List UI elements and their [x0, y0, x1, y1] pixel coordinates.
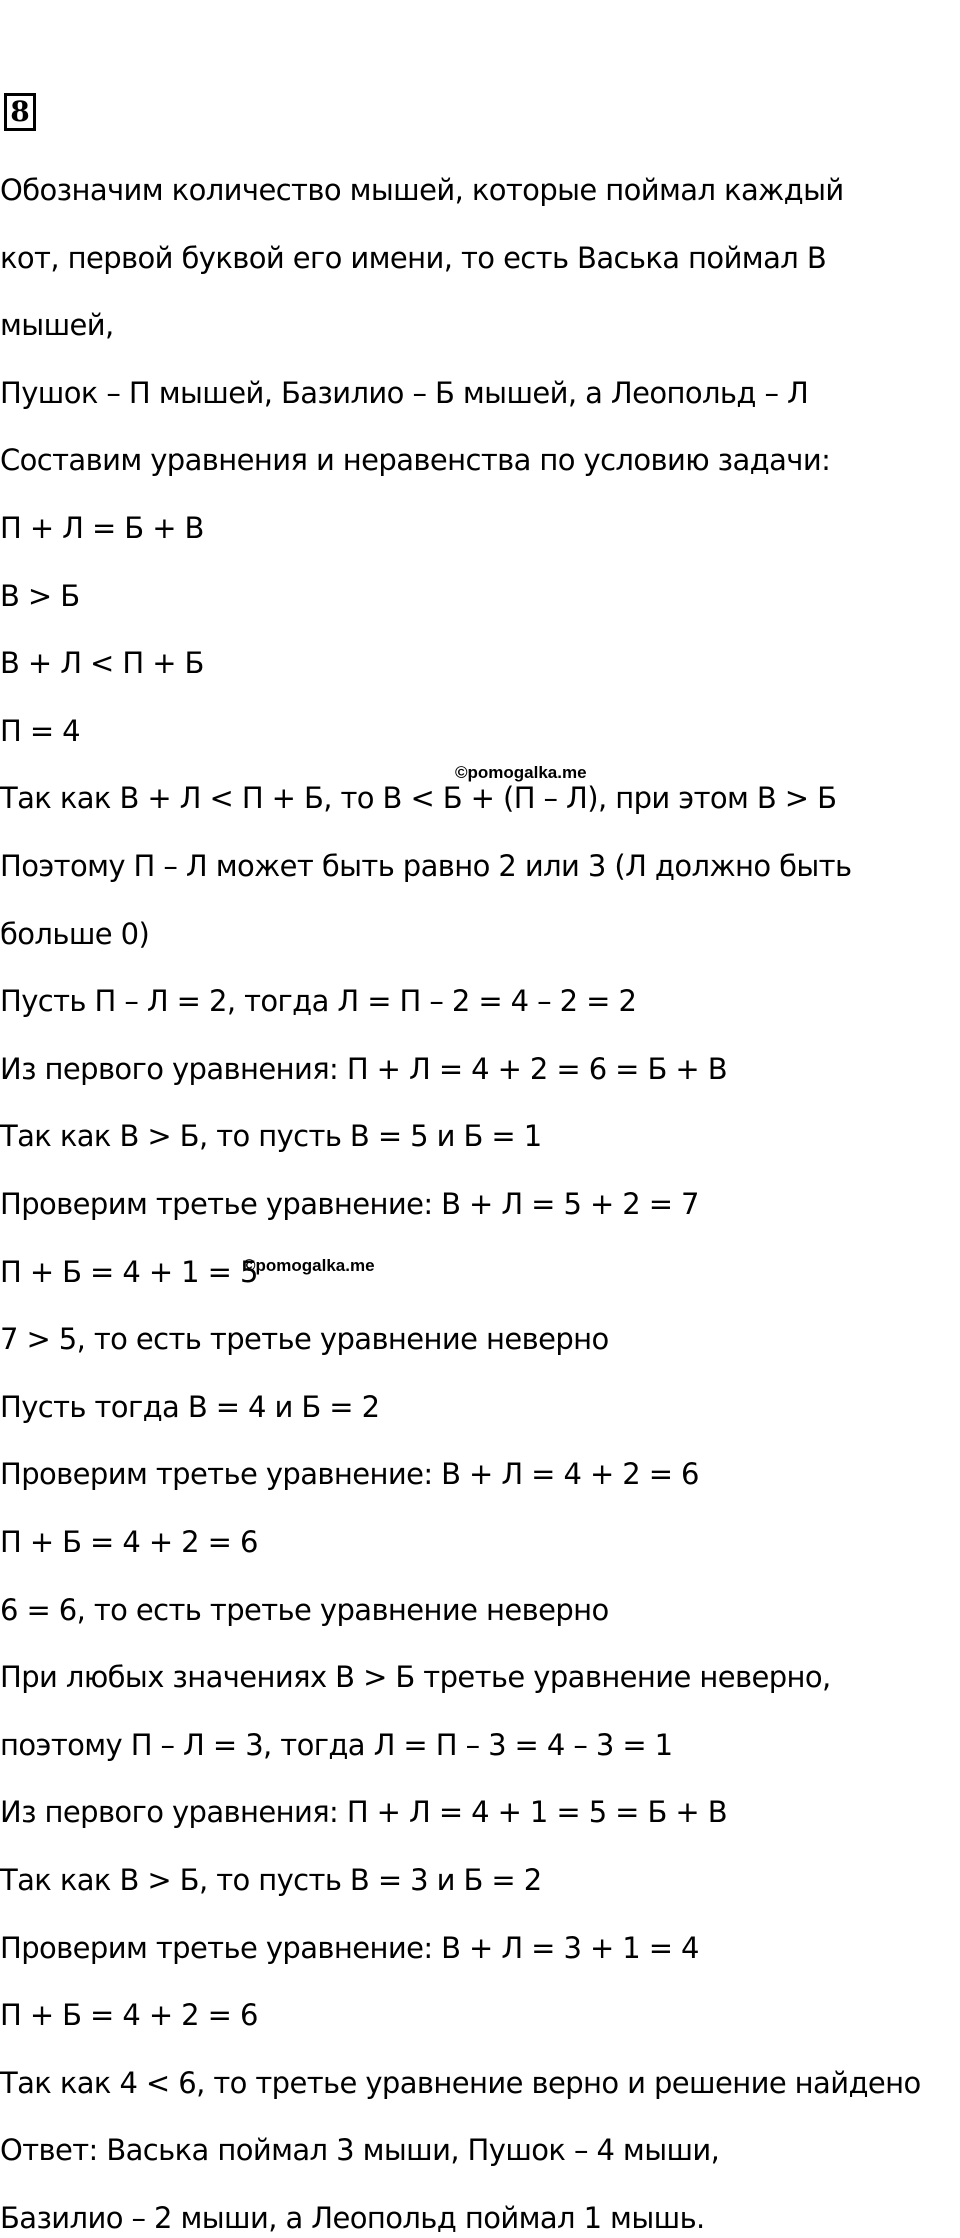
text-line: В > Б — [0, 579, 80, 613]
text-line: П + Б = 4 + 1 = 5 — [0, 1255, 258, 1289]
text-line: Из первого уравнения: П + Л = 4 + 2 = 6 = Б + В — [0, 1052, 728, 1086]
text-line: мышей, — [0, 308, 114, 342]
text-line: Поэтому П – Л может быть равно 2 или 3 (Л должно быть — [0, 849, 852, 883]
text-line: Проверим третье уравнение: В + Л = 5 + 2 = 7 — [0, 1187, 699, 1221]
text-line: П = 4 — [0, 714, 80, 748]
text-line: Составим уравнения и неравенства по условию задачи: — [0, 443, 831, 477]
text-line: П + Б = 4 + 2 = 6 — [0, 1525, 258, 1559]
text-line: П + Б = 4 + 2 = 6 — [0, 1998, 258, 2032]
text-line: 7 > 5, то есть третье уравнение неверно — [0, 1322, 609, 1356]
text-line: При любых значениях В > Б третье уравнение неверно, — [0, 1660, 831, 1694]
text-line: больше 0) — [0, 917, 150, 951]
text-line: поэтому П – Л = 3, тогда Л = П – 3 = 4 – 3 = 1 — [0, 1728, 673, 1762]
text-line: 6 = 6, то есть третье уравнение неверно — [0, 1593, 609, 1627]
text-line: Проверим третье уравнение: В + Л = 3 + 1 = 4 — [0, 1931, 699, 1965]
problem-number-box: 8 — [4, 93, 36, 131]
text-line: Пусть П – Л = 2, тогда Л = П – 2 = 4 – 2 = 2 — [0, 984, 637, 1018]
text-line: В + Л < П + Б — [0, 646, 204, 680]
text-line: Так как В > Б, то пусть В = 3 и Б = 2 — [0, 1863, 542, 1897]
text-line: кот, первой буквой его имени, то есть Васька поймал В — [0, 241, 827, 275]
text-line: Пусть тогда В = 4 и Б = 2 — [0, 1390, 380, 1424]
watermark: ©pomogalka.me — [243, 1256, 375, 1275]
text-line: Пушок – П мышей, Базилио – Б мышей, а Леопольд – Л — [0, 376, 809, 410]
text-line: Ответ: Васька поймал 3 мыши, Пушок – 4 мыши, — [0, 2133, 720, 2167]
text-line: Так как 4 < 6, то третье уравнение верно и решение найдено — [0, 2066, 921, 2100]
text-line: Обозначим количество мышей, которые поймал каждый — [0, 173, 844, 207]
text-line: Базилио – 2 мыши, а Леопольд поймал 1 мышь. — [0, 2201, 705, 2235]
text-line: Так как В + Л < П + Б, то В < Б + (П – Л), при этом В > Б — [0, 781, 837, 815]
text-line: П + Л = Б + В — [0, 511, 204, 545]
text-line: Из первого уравнения: П + Л = 4 + 1 = 5 = Б + В — [0, 1795, 728, 1829]
text-line: Проверим третье уравнение: В + Л = 4 + 2 = 6 — [0, 1457, 699, 1491]
watermark: ©pomogalka.me — [455, 763, 587, 782]
text-line: Так как В > Б, то пусть В = 5 и Б = 1 — [0, 1119, 542, 1153]
